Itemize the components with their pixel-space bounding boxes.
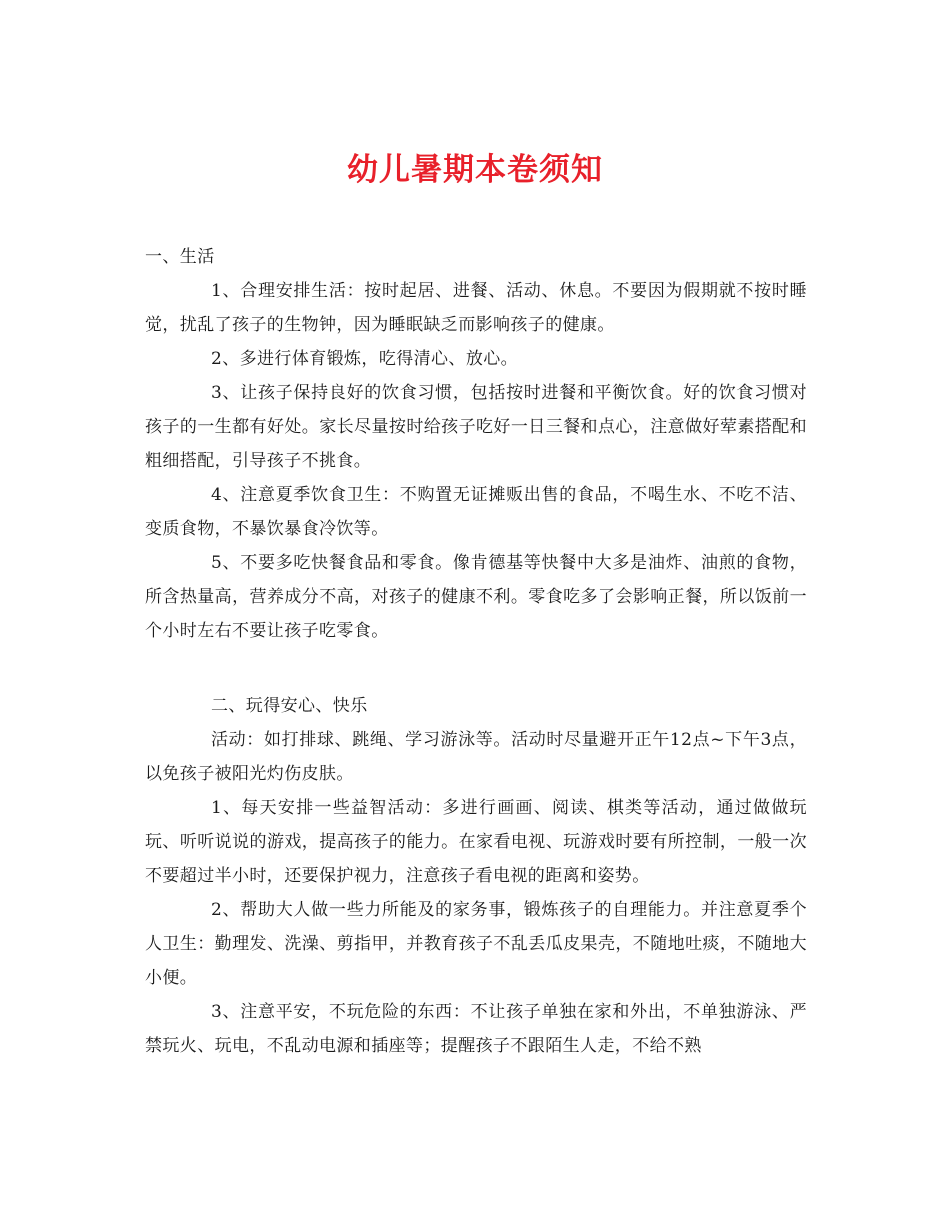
paragraph-life-1: 1、合理安排生活：按时起居、进餐、活动、休息。不要因为假期就不按时睡觉，扰乱了孩子的生物钟，因为睡眠缺乏而影响孩子的健康。 — [145, 281, 807, 335]
section-spacer — [145, 648, 807, 689]
section-heading-life: 一、生活 — [145, 247, 215, 267]
paragraph-life-3: 3、让孩子保持良好的饮食习惯，包括按时进餐和平衡饮食。好的饮食习惯对孩子的一生都有好处。家长尽量按时给孩子吃好一日三餐和点心，注意做好荤素搭配和粗细搭配，引导孩子不挑食。 — [145, 383, 807, 471]
paragraph-play-1: 1、每天安排一些益智活动：多进行画画、阅读、棋类等活动，通过做做玩玩、听听说说的游戏，提高孩子的能力。在家看电视、玩游戏时要有所控制，一般一次不要超过半小时，还要保护视力，注意孩子看电视的距离和姿势。 — [145, 798, 807, 886]
paragraph-life-4: 4、注意夏季饮食卫生：不购置无证摊贩出售的食品，不喝生水、不吃不洁、变质食物，不暴饮暴食冷饮等。 — [145, 485, 807, 539]
document-title: 幼儿暑期本卷须知 — [347, 151, 603, 188]
paragraph-life-2: 2、多进行体育锻炼，吃得清心、放心。 — [211, 349, 519, 369]
paragraph-life-5: 5、不要多吃快餐食品和零食。像肯德基等快餐中大多是油炸、油煎的食物，所含热量高，营养成分不高，对孩子的健康不利。零食吃多了会影响正餐，所以饭前一个小时左右不要让孩子吃零食。 — [145, 553, 807, 641]
paragraph-play-3: 3、注意平安，不玩危险的东西：不让孩子单独在家和外出，不单独游泳、严禁玩火、玩电，不乱动电源和插座等；提醒孩子不跟陌生人走，不给不熟 — [145, 1002, 807, 1056]
document-body — [145, 240, 807, 1063]
paragraph-play-2: 2、帮助大人做一些力所能及的家务事，锻炼孩子的自理能力。并注意夏季个人卫生：勤理发、洗澡、剪指甲，并教育孩子不乱丢瓜皮果壳，不随地吐痰，不随地大小便。 — [145, 900, 807, 988]
section-heading-play: 二、玩得安心、快乐 — [211, 696, 368, 716]
paragraph-play-activity: 活动：如打排球、跳绳、学习游泳等。活动时尽量避开正午12点~下午3点，以免孩子被阳光灼伤皮肤。 — [145, 730, 807, 784]
